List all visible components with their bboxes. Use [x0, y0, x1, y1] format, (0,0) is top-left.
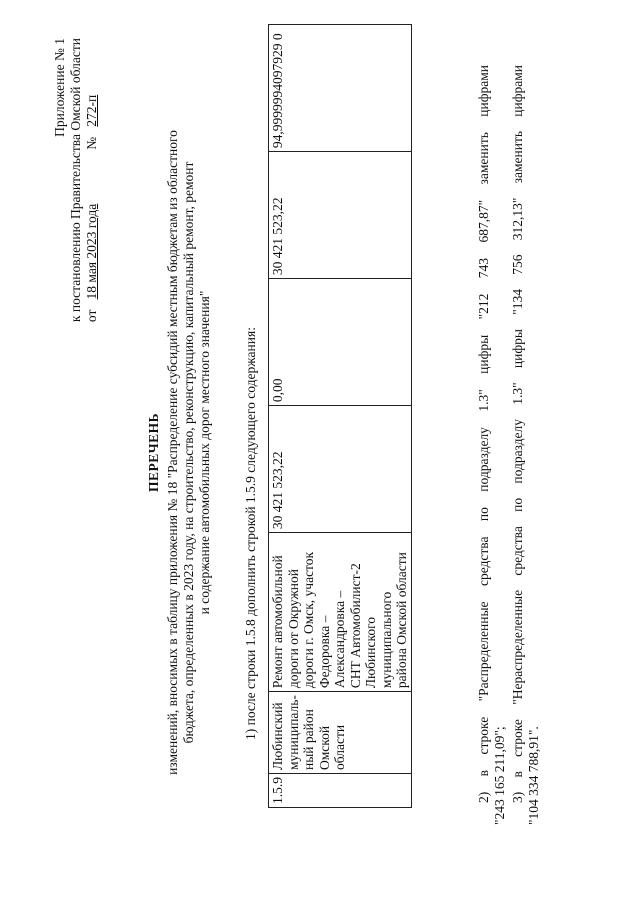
object-line: Ремонт автомобильной	[270, 555, 285, 689]
object-line: Любинского	[363, 616, 378, 689]
object-line: муниципального	[378, 591, 394, 689]
subtitle-line: изменений, вносимых в таблицу приложения № 18 "Распределение субсидий местным бюджетам из областного	[165, 130, 180, 775]
object-line: дороги от Окружной	[285, 568, 301, 689]
row-regional-amount: 30 421 523,22	[269, 152, 412, 279]
change-item-2	[476, 65, 508, 825]
district-line: Омской области	[316, 724, 347, 770]
subtitle-line: и содержание автомобильных дорог местного значения"	[197, 290, 212, 615]
row-local-amount: 0,00	[269, 279, 412, 406]
object-line: Александровка –	[332, 590, 347, 689]
document-subtitle	[165, 0, 213, 905]
item-2-line-2: "243 165 211,09";	[492, 726, 507, 825]
inserted-row-table	[268, 24, 412, 808]
row-code: 1.5.9	[269, 774, 412, 808]
item-3-line-1: 3) в строке "Нераспределенные средства по подразделу 1.3" цифры "134 756 312,13" заменить цифрами	[510, 65, 525, 803]
item-2-line-1: 2) в строке "Распределенные средства по подразделу 1.3" цифры "212 743 687,87" заменить цифрами	[476, 65, 491, 803]
number-prefix: №	[84, 136, 99, 150]
approval-block	[52, 38, 100, 322]
resolution-date: 18 мая 2023 года	[84, 203, 99, 300]
row-total-amount: 30 421 523,22	[269, 406, 412, 533]
subtitle-line: бюджета, определенных в 2023 году, на строительство, реконструкцию, капитальный ремонт, ремонт	[181, 161, 196, 744]
row-district	[269, 692, 412, 774]
document-title: ПЕРЕЧЕНЬ	[146, 412, 161, 493]
table-row	[269, 25, 412, 808]
row-percent: 94,9999994097929 0	[269, 25, 412, 152]
object-line: Федоровка –	[316, 615, 332, 689]
date-prefix: от	[84, 309, 99, 323]
object-line: дороги г. Омск, участок	[301, 551, 316, 689]
object-line: СНТ Автомобилист-2	[347, 563, 363, 689]
resolution-date-number	[84, 38, 100, 322]
change-item-3	[510, 65, 542, 825]
change-item-1: 1) после строки 1.5.8 дополнить строкой 1.5.9 следующего содержания:	[243, 327, 258, 740]
district-line: ный район	[301, 709, 316, 770]
resolution-reference: к постановлению Правительства Омской области	[68, 38, 83, 323]
resolution-number: 272-п	[84, 94, 99, 127]
district-line: муниципаль-	[285, 695, 301, 770]
object-line: района Омской области	[394, 552, 409, 689]
item-3-line-2: "104 334 788,91".	[526, 726, 541, 825]
row-object	[269, 533, 412, 692]
appendix-number: Приложение № 1	[52, 38, 67, 137]
district-line: Любинский	[270, 702, 285, 770]
